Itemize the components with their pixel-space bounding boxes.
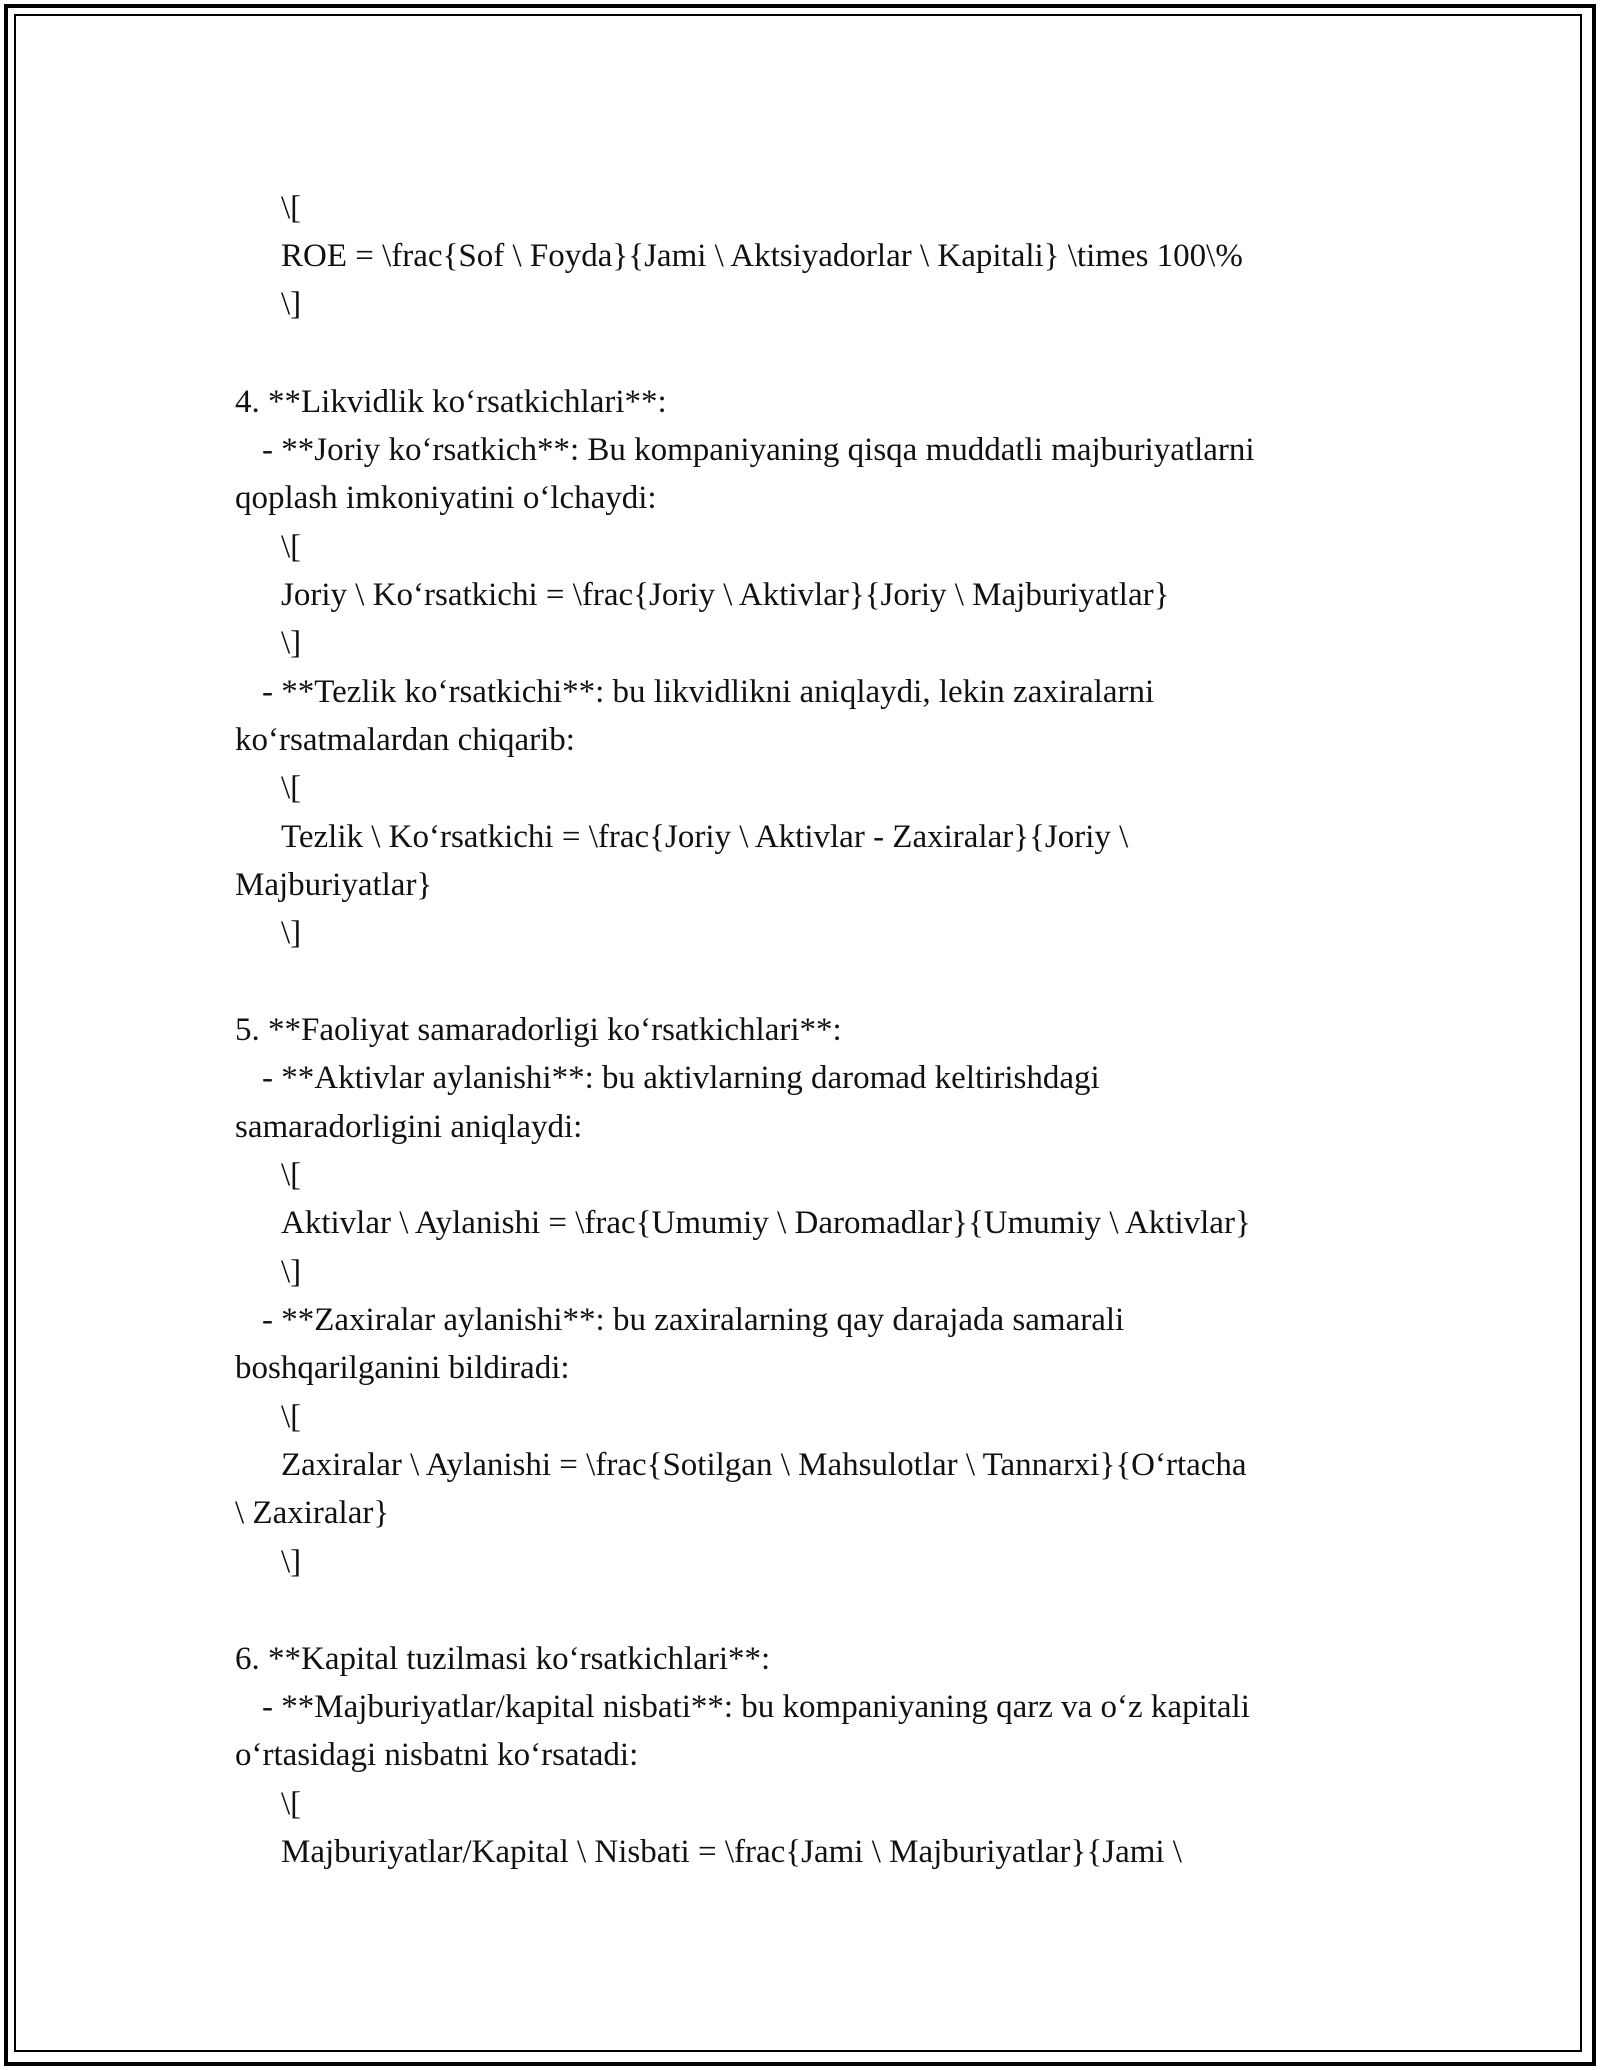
quick-ratio-item-cont: ko‘rsatmalardan chiqarib: bbox=[235, 722, 575, 758]
section-5-heading: 5. **Faoliyat samaradorligi ko‘rsatkichlari**: bbox=[235, 1012, 842, 1048]
roe-formula-close: \] bbox=[281, 286, 302, 322]
section-4-heading: 4. **Likvidlik ko‘rsatkichlari**: bbox=[235, 384, 667, 420]
asset-turnover-item: - **Aktivlar aylanishi**: bu aktivlarning daromad keltirishdagi bbox=[262, 1060, 1100, 1096]
debt-equity-formula-open: \[ bbox=[281, 1786, 302, 1822]
roe-formula-open: \[ bbox=[281, 190, 302, 226]
inventory-turnover-formula-cont: \ Zaxiralar} bbox=[235, 1495, 390, 1531]
current-ratio-item-cont: qoplash imkoniyatini o‘lchaydi: bbox=[235, 480, 657, 516]
current-ratio-formula-open: \[ bbox=[281, 529, 302, 565]
asset-turnover-formula-close: \] bbox=[281, 1254, 302, 1290]
asset-turnover-formula-open: \[ bbox=[281, 1157, 302, 1193]
current-ratio-item: - **Joriy ko‘rsatkich**: Bu kompaniyaning qisqa muddatli majburiyatlarni bbox=[262, 432, 1255, 468]
debt-equity-item-cont: o‘rtasidagi nisbatni ko‘rsatadi: bbox=[235, 1737, 639, 1773]
current-ratio-formula-close: \] bbox=[281, 625, 302, 661]
roe-formula: ROE = \frac{Sof \ Foyda}{Jami \ Aktsiyadorlar \ Kapitali} \times 100\% bbox=[281, 238, 1243, 274]
section-6-heading: 6. **Kapital tuzilmasi ko‘rsatkichlari**: bbox=[235, 1641, 771, 1677]
quick-ratio-formula: Tezlik \ Ko‘rsatkichi = \frac{Joriy \ Aktivlar - Zaxiralar}{Joriy \ bbox=[281, 819, 1129, 855]
asset-turnover-formula: Aktivlar \ Aylanishi = \frac{Umumiy \ Daromadlar}{Umumiy \ Aktivlar} bbox=[281, 1205, 1251, 1241]
quick-ratio-formula-close: \] bbox=[281, 915, 302, 951]
inventory-turnover-item-cont: boshqarilganini bildiradi: bbox=[235, 1350, 570, 1386]
inventory-turnover-formula-close: \] bbox=[281, 1544, 302, 1580]
inventory-turnover-formula-open: \[ bbox=[281, 1399, 302, 1435]
quick-ratio-formula-open: \[ bbox=[281, 770, 302, 806]
debt-equity-formula: Majburiyatlar/Kapital \ Nisbati = \frac{Jami \ Majburiyatlar}{Jami \ bbox=[281, 1834, 1182, 1870]
quick-ratio-formula-cont: Majburiyatlar} bbox=[235, 867, 433, 903]
current-ratio-formula: Joriy \ Ko‘rsatkichi = \frac{Joriy \ Aktivlar}{Joriy \ Majburiyatlar} bbox=[281, 577, 1170, 613]
debt-equity-item: - **Majburiyatlar/kapital nisbati**: bu kompaniyaning qarz va o‘z kapitali bbox=[262, 1689, 1250, 1725]
asset-turnover-item-cont: samaradorligini aniqlaydi: bbox=[235, 1109, 583, 1145]
quick-ratio-item: - **Tezlik ko‘rsatkichi**: bu likvidlikni aniqlaydi, lekin zaxiralarni bbox=[262, 674, 1155, 710]
inventory-turnover-formula: Zaxiralar \ Aylanishi = \frac{Sotilgan \ Mahsulotlar \ Tannarxi}{O‘rtacha bbox=[281, 1447, 1247, 1483]
inventory-turnover-item: - **Zaxiralar aylanishi**: bu zaxiralarning qay darajada samarali bbox=[262, 1302, 1125, 1338]
